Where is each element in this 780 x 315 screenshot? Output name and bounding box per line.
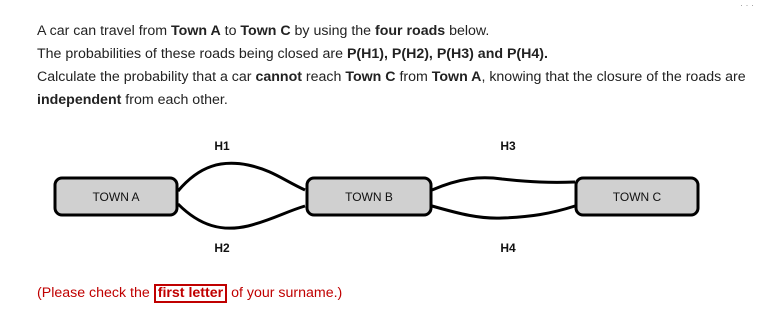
- road-h4: [432, 206, 575, 218]
- h3-label: H3: [500, 139, 516, 153]
- probabilities-ref: P(H1), P(H2), P(H3) and P(H4).: [346, 46, 548, 62]
- surname-note: [37, 284, 342, 303]
- cannot-ref: cannot: [255, 69, 302, 85]
- road-h3: [432, 178, 575, 190]
- first-letter-box: first letter: [154, 284, 227, 303]
- town-c-label: TOWN C: [612, 190, 662, 204]
- text: from: [395, 69, 432, 85]
- text: , knowing that the closure of the roads are: [481, 69, 746, 85]
- independent-ref: independent: [37, 92, 122, 108]
- town-a-label: TOWN A: [92, 190, 140, 204]
- note-text: (Please check the: [37, 285, 154, 301]
- text: below.: [445, 23, 490, 39]
- h2-label: H2: [214, 241, 230, 255]
- town-a-ref: Town A: [171, 23, 221, 39]
- text: The probabilities of these roads being closed are: [37, 46, 347, 62]
- town-c-ref: Town C: [345, 69, 396, 85]
- h4-label: H4: [500, 241, 516, 255]
- town-c-ref: Town C: [240, 23, 291, 39]
- text: reach: [301, 69, 346, 85]
- h1-label: H1: [214, 139, 230, 153]
- four-roads-ref: four roads: [375, 23, 446, 39]
- town-a-ref: Town A: [431, 69, 482, 85]
- text: from each other.: [121, 92, 228, 108]
- town-b-label: TOWN B: [345, 190, 393, 204]
- text: A car can travel from: [37, 23, 172, 39]
- text: by using the: [290, 23, 375, 39]
- text: to: [220, 23, 241, 39]
- text: Calculate the probability that a car: [37, 69, 256, 85]
- note-text: of your surname.): [227, 285, 343, 301]
- corner-dots: · · ·: [740, 0, 754, 10]
- road-h1: [178, 163, 305, 191]
- road-h2: [178, 204, 305, 228]
